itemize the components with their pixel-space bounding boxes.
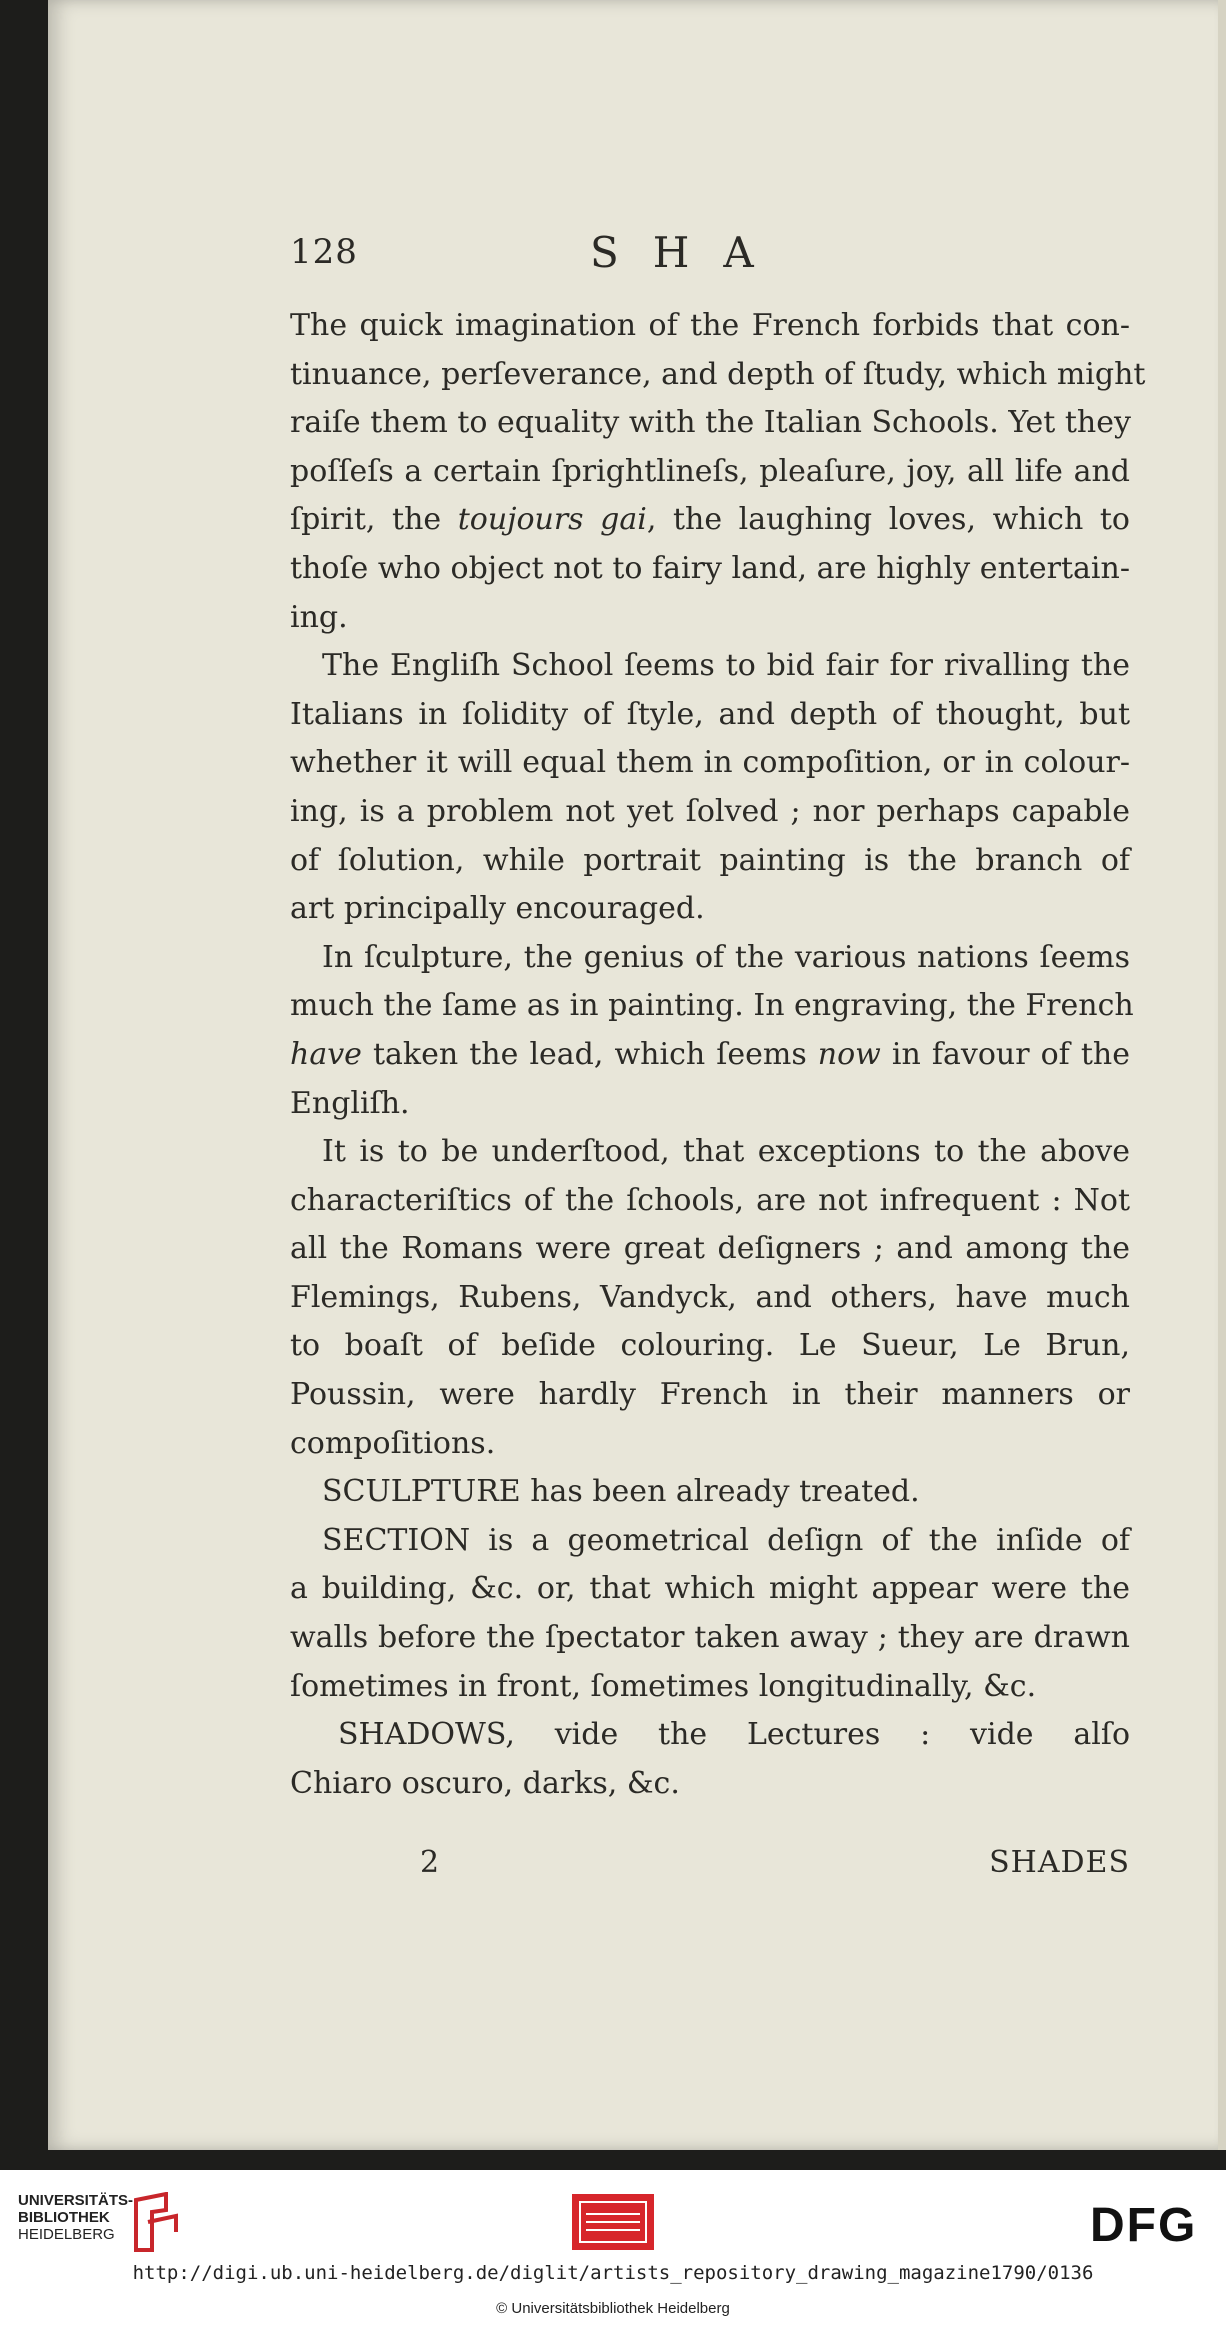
permalink-url[interactable]: http://digi.ub.uni-heidelberg.de/diglit/artists_repository_drawing_magazine1790/0136 xyxy=(132,2262,1094,2284)
library-name-line: BIBLIOTHEK xyxy=(18,2209,110,2226)
line-text: , the laughing loves, which to xyxy=(646,502,1130,538)
text-line xyxy=(290,1177,1130,1226)
text-line xyxy=(290,837,1130,886)
text-line xyxy=(290,885,1130,934)
text-line xyxy=(290,1663,1130,1712)
page-footer-marks xyxy=(290,1845,1130,1893)
line-text: The Engliſh School ſeems to bid fair for rivalling the xyxy=(322,648,1130,684)
line-text: tinuance, perſeverance, and depth of ſtudy, which might xyxy=(290,356,1146,392)
line-text: Chiaro oscuro, darks, &c. xyxy=(290,1765,680,1801)
line-text: all the Romans were great deſigners ; and among the xyxy=(290,1231,1130,1267)
text-line xyxy=(290,351,1146,400)
library-footer xyxy=(0,2170,1226,2333)
text-line xyxy=(290,934,1130,983)
line-text: ſometimes in front, ſometimes longitudinally, &c. xyxy=(290,1668,1037,1704)
line-text: SCULPTURE has been already treated. xyxy=(322,1474,920,1510)
text-line xyxy=(290,448,1130,497)
library-name-line: HEIDELBERG xyxy=(18,2226,115,2243)
line-text: characteriſtics of the ſchools, are not infrequent : Not xyxy=(290,1182,1130,1218)
text-line xyxy=(290,1711,1130,1760)
project-logo-icon[interactable] xyxy=(572,2194,654,2250)
text-line xyxy=(290,739,1130,788)
line-text: art principally encouraged. xyxy=(290,891,705,927)
line-text: Italians in ſolidity of ſtyle, and depth of thought, but xyxy=(290,696,1130,732)
line-text: ing. xyxy=(290,599,348,635)
page-edge xyxy=(1218,0,1226,2150)
text-line xyxy=(290,982,1134,1031)
body-text xyxy=(290,302,1146,1808)
library-name-line: UNIVERSITÄTS- xyxy=(18,2192,134,2209)
line-text: raiſe them to equality with the Italian Schools. Yet they xyxy=(290,405,1131,441)
line-text: thoſe who object not to fairy land, are highly entertain- xyxy=(290,550,1130,586)
text-line xyxy=(290,1128,1130,1177)
line-text: in favour of the xyxy=(880,1036,1130,1072)
text-line xyxy=(290,1517,1130,1566)
project-logo-graphic xyxy=(572,2194,654,2250)
line-text: Engliſh. xyxy=(290,1085,410,1121)
library-mark-icon xyxy=(126,2192,182,2252)
text-line xyxy=(290,788,1130,837)
line-text: In ſculpture, the genius of the various nations ſeems xyxy=(322,939,1130,975)
text-line xyxy=(290,594,1130,643)
signature-mark: 2 xyxy=(420,1845,440,1880)
dfg-logo[interactable]: DFG xyxy=(1090,2199,1198,2252)
page-number: 128 xyxy=(290,232,358,272)
italic-phrase: toujours gai xyxy=(457,502,647,538)
line-text: The quick imagination of the French forbids that con- xyxy=(290,308,1130,343)
line-text: ing, is a problem not yet ſolved ; nor perhaps capable xyxy=(290,793,1130,829)
line-text: much the ſame as in painting. In engraving, the French xyxy=(290,988,1134,1024)
line-text: taken the lead, which ſeems xyxy=(361,1036,818,1072)
text-line xyxy=(290,642,1130,691)
line-text: It is to be underſtood, that exceptions to the above xyxy=(322,1134,1130,1170)
text-line xyxy=(290,1468,1130,1517)
text-line xyxy=(290,1031,1130,1080)
line-text: a building, &c. or, that which might appear were the xyxy=(290,1571,1130,1607)
running-head: SHA xyxy=(590,228,788,277)
line-text: whether it will equal them in compoſition, or in colour- xyxy=(290,745,1130,781)
line-text: poſſeſs a certain ſprightlineſs, pleaſure, joy, all life and xyxy=(290,453,1130,489)
text-line xyxy=(290,496,1130,545)
text-line xyxy=(290,1371,1130,1420)
text-line xyxy=(290,1760,1130,1809)
text-line xyxy=(290,691,1130,740)
line-text: walls before the ſpectator taken away ; they are drawn xyxy=(290,1620,1130,1656)
university-library-logo[interactable] xyxy=(18,2192,178,2252)
line-text: Poussin, were hardly French in their manners or xyxy=(290,1377,1130,1413)
text-line xyxy=(290,302,1130,351)
text-line xyxy=(290,1565,1130,1614)
library-name xyxy=(18,2192,133,2243)
text-line xyxy=(290,1322,1130,1371)
page-header xyxy=(290,228,1130,286)
text-line xyxy=(290,1225,1130,1274)
line-text: SHADOWS, vide the Lectures : vide alſo xyxy=(338,1717,1130,1753)
italic-phrase: have xyxy=(290,1036,362,1072)
line-text: to boaſt of beſide colouring. Le Sueur, Le Brun, xyxy=(290,1328,1130,1364)
line-text: of ſolution, while portrait painting is the branch of xyxy=(290,842,1130,878)
text-line xyxy=(290,1614,1130,1663)
text-line xyxy=(290,1274,1130,1323)
line-text: Flemings, Rubens, Vandyck, and others, have much xyxy=(290,1279,1130,1315)
line-text: compoſitions. xyxy=(290,1425,496,1461)
line-text: SECTION is a geometrical deſign of the inſide of xyxy=(322,1522,1130,1558)
catchword: SHADES xyxy=(989,1845,1130,1880)
text-line xyxy=(290,399,1130,448)
line-text: ſpirit, the xyxy=(290,502,458,538)
text-line xyxy=(290,545,1130,594)
text-line xyxy=(290,1420,1130,1469)
copyright-notice: © Universitätsbibliothek Heidelberg xyxy=(496,2300,730,2317)
italic-phrase: now xyxy=(817,1036,881,1072)
text-line xyxy=(290,1080,1130,1129)
